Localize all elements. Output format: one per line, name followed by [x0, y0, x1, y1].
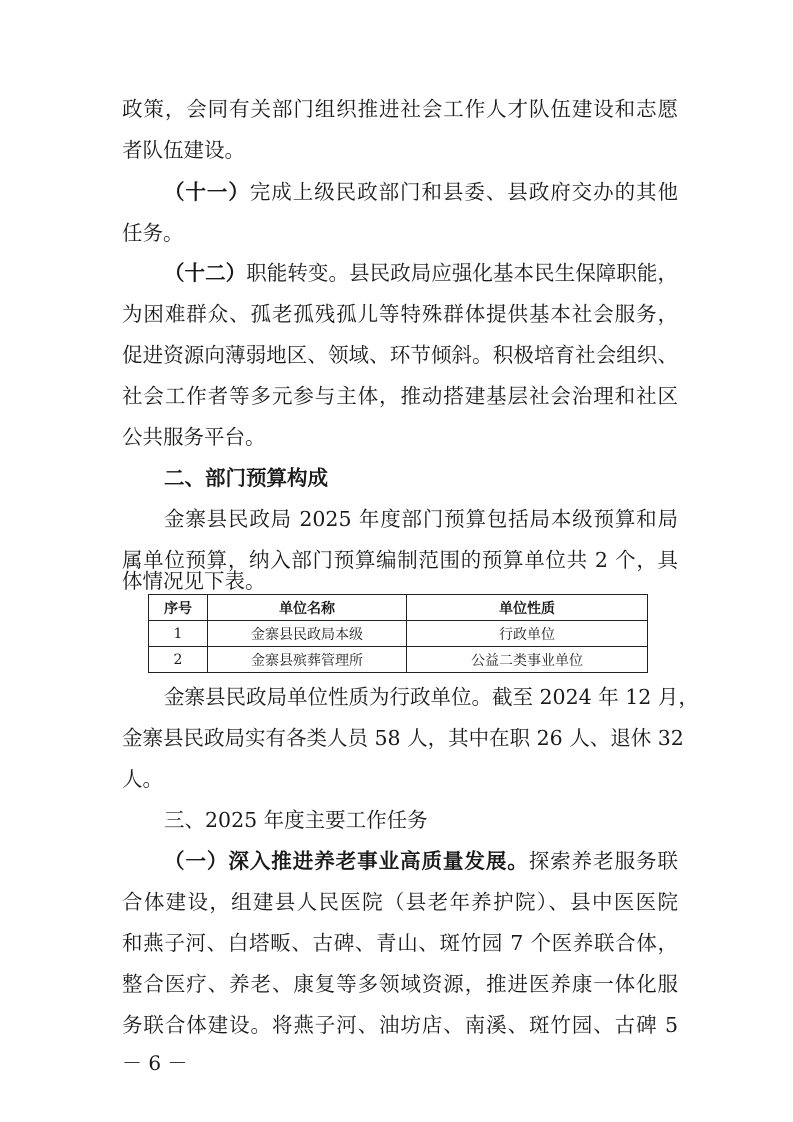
- paragraph-line: 者队伍建设。: [122, 138, 245, 162]
- paragraph-line: 社会工作者等多元参与主体，推动搭建基层社会治理和社区: [122, 384, 678, 408]
- paragraph-line: 体情况见下表。: [122, 569, 266, 593]
- item-label: （一）深入推进养老事业高质量发展。: [164, 849, 529, 873]
- paragraph-line: 促进资源向薄弱地区、领域、环节倾斜。积极培育社会组织、: [122, 343, 678, 367]
- item-text: 探索养老服务联: [528, 849, 679, 873]
- section-heading: 二、部门预算构成: [164, 466, 328, 490]
- item-label: （十二）: [164, 261, 247, 285]
- paragraph-line: [164, 177, 678, 207]
- paragraph-line: 合体建设，组建县人民医院（县老年养护院）、县中医医院: [122, 890, 678, 914]
- paragraph-line: [164, 846, 678, 876]
- table-header-row: [149, 595, 648, 621]
- paragraph-line: 公共服务平台。: [122, 425, 266, 449]
- paragraph-line: 整合医疗、养老、康复等多领域资源，推进医养康一体化服: [122, 972, 678, 996]
- paragraph-line: 金寨县民政局 2025 年度部门预算包括局本级预算和局: [164, 507, 678, 531]
- paragraph-line: 金寨县民政局单位性质为行政单位。截至 2024 年 12 月，: [164, 685, 699, 709]
- table-cell: 2: [149, 647, 208, 673]
- table-row: [149, 647, 648, 673]
- paragraph-line: 金寨县民政局实有各类人员 58 人，其中在职 26 人、退休 32: [122, 726, 684, 750]
- item-text: 职能转变。县民政局应强化基本民生保障职能，: [246, 261, 678, 285]
- item-text: 完成上级民政部门和县委、县政府交办的其他: [249, 180, 679, 204]
- paragraph-line: 政策，会同有关部门组织推进社会工作人才队伍建设和志愿: [122, 97, 678, 121]
- table-cell: 金寨县民政局本级: [208, 621, 407, 647]
- section-heading: 三、2025 年度主要工作任务: [164, 808, 428, 832]
- paragraph-line: 任务。: [122, 221, 184, 245]
- paragraph-line: 和燕子河、白塔畈、古碑、青山、斑竹园 7 个医养联合体，: [122, 931, 678, 955]
- paragraph-line: [164, 258, 678, 288]
- paragraph-line: 为困难群众、孤老孤残孤儿等特殊群体提供基本社会服务，: [122, 302, 678, 326]
- item-label: （十一）: [164, 180, 250, 204]
- column-header: 序号: [149, 595, 208, 621]
- table-cell: 行政单位: [407, 621, 648, 647]
- table-row: [149, 621, 648, 647]
- table-cell: 金寨县殡葬管理所: [208, 647, 407, 673]
- page-number: － 6 －: [122, 1051, 188, 1075]
- budget-units-table: [148, 594, 648, 673]
- table-cell: 公益二类事业单位: [407, 647, 648, 673]
- column-header: 单位名称: [208, 595, 407, 621]
- paragraph-line: 务联合体建设。将燕子河、油坊店、南溪、斑竹园、古碑 5: [122, 1013, 678, 1037]
- paragraph-line: 人。: [122, 767, 163, 791]
- table-cell: 1: [149, 621, 208, 647]
- column-header: 单位性质: [407, 595, 648, 621]
- paragraph-line: 属单位预算，纳入部门预算编制范围的预算单位共 2 个，具: [122, 548, 678, 572]
